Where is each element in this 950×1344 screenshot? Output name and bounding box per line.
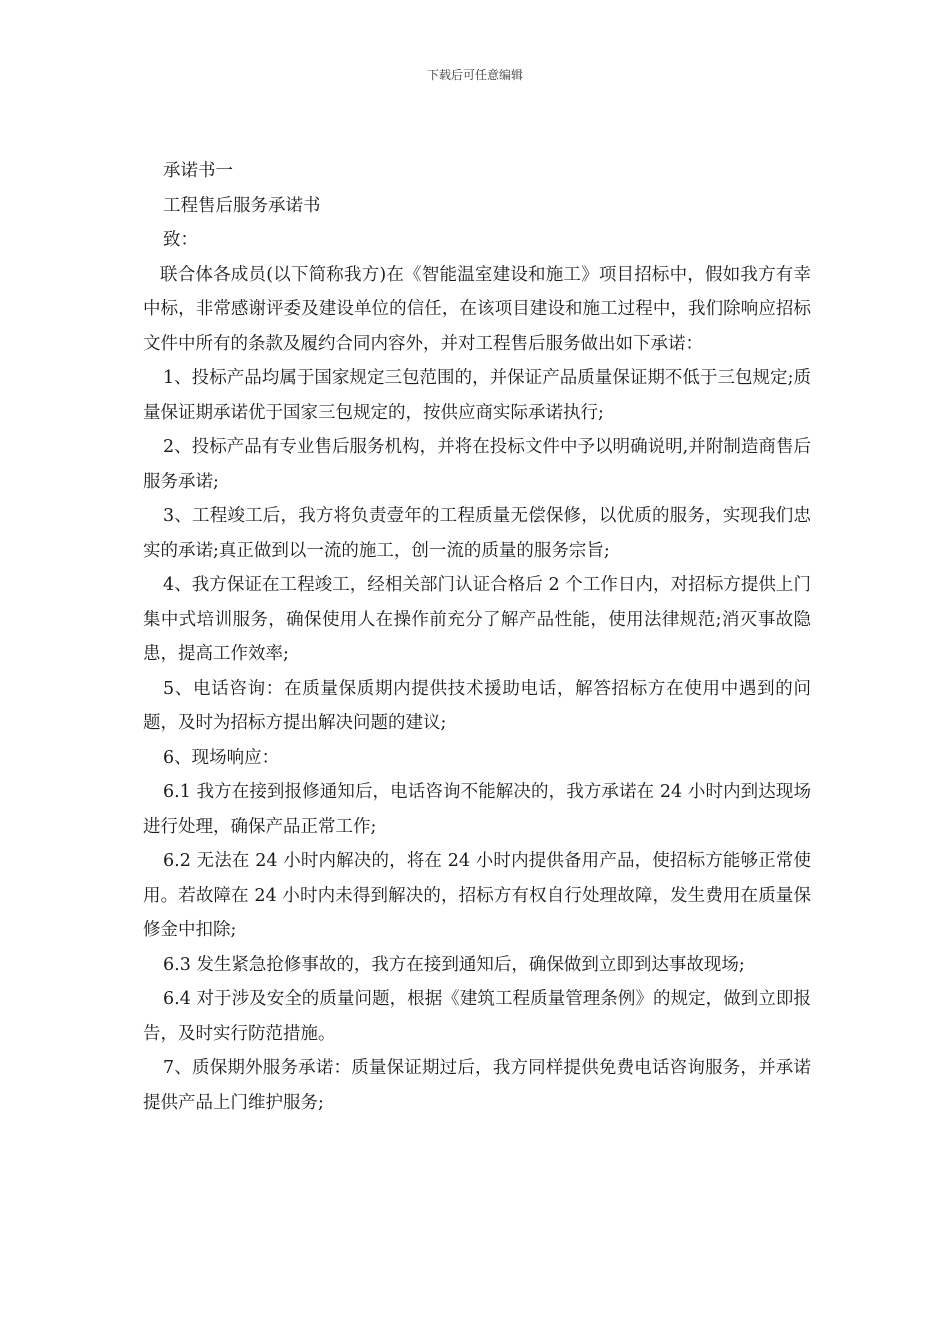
- list-item: 6、现场响应：: [163, 747, 280, 768]
- document-title-line2: 工程售后服务承诺书: [163, 195, 321, 216]
- list-item: 7、质保期外服务承诺：质量保证期过后，我方同样提供免费电话咨询服务，并承诺提供产品上门维护服务;: [143, 1058, 811, 1113]
- list-item: 6.3 发生紧急抢修事故的，我方在接到通知后，确保做到立即到达事故现场;: [163, 954, 745, 975]
- document-title-line1: 承诺书一: [163, 161, 233, 181]
- list-item: 2、投标产品有专业售后服务机构，并将在投标文件中予以明确说明,并附制造商售后服务承诺;: [143, 437, 811, 492]
- intro-paragraph: 联合体各成员(以下简称我方)在《智能温室建设和施工》项目招标中，假如我方有幸中标，非常感谢评委及建设单位的信任，在该项目建设和施工过程中，我们除响应招标文件中所有的条款及履约合同内容外，并对工程售后服务做出如下承诺：: [143, 264, 811, 354]
- list-item: 6.4 对于涉及安全的质量问题，根据《建筑工程质量管理条例》的规定，做到立即报告，及时实行防范措施。: [143, 989, 811, 1044]
- document-body: [143, 154, 811, 1120]
- list-item: 6.1 我方在接到报修通知后，电话咨询不能解决的，我方承诺在 24 小时内到达现场进行处理，确保产品正常工作;: [143, 782, 811, 837]
- list-item: 3、工程竣工后，我方将负责壹年的工程质量无偿保修，以优质的服务，实现我们忠实的承诺;真正做到以一流的施工，创一流的质量的服务宗旨;: [143, 506, 811, 561]
- list-item: 6.2 无法在 24 小时内解决的，将在 24 小时内提供备用产品，使招标方能够正常使用。若故障在 24 小时内未得到解决的，招标方有权自行处理故障，发生费用在质量保修金中扣除;: [143, 851, 811, 940]
- list-item: 4、我方保证在工程竣工，经相关部门认证合格后 2 个工作日内，对招标方提供上门集中式培训服务，确保使用人在操作前充分了解产品性能，使用法律规范;消灭事故隐患，提高工作效率;: [143, 575, 811, 664]
- header-note: 下载后可任意编辑: [426, 68, 523, 82]
- list-item: 1、投标产品均属于国家规定三包范围的，并保证产品质量保证期不低于三包规定;质量保证期承诺优于国家三包规定的，按供应商实际承诺执行;: [143, 368, 811, 423]
- list-item: 5、电话咨询：在质量保质期内提供技术援助电话，解答招标方在使用中遇到的问题，及时为招标方提出解决问题的建议;: [143, 678, 811, 733]
- salutation: 致：: [163, 230, 198, 250]
